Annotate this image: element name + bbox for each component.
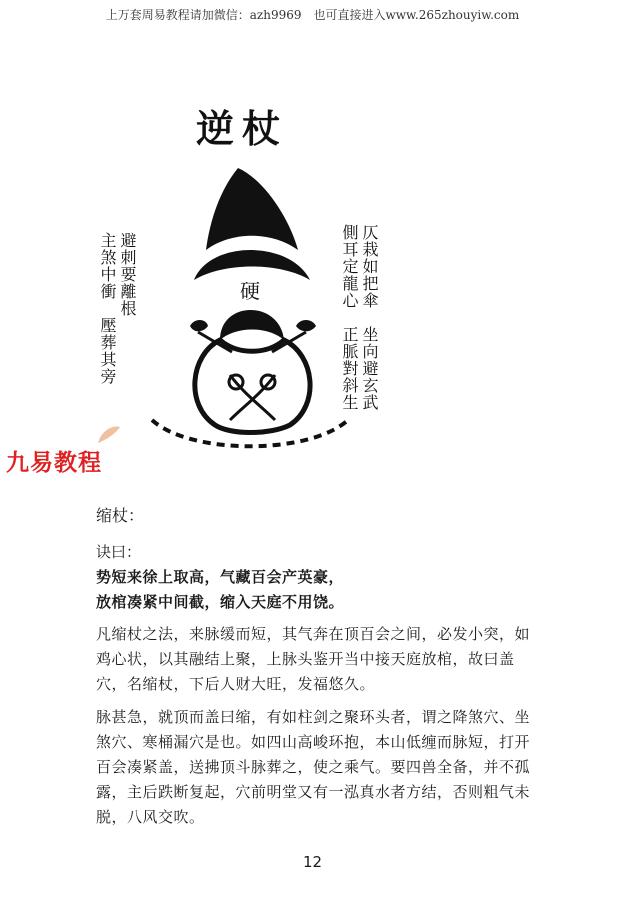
watermark-logo-mark (96, 423, 122, 445)
bottom-cap-shape (220, 310, 284, 340)
diagram-title: 逆杖 (196, 106, 289, 151)
knot-shape (230, 375, 275, 420)
verse-line-1: 势短来徐上取高，气藏百会产英豪， (96, 568, 345, 586)
left-annotation-col2: 主煞中衝 壓葬其旁 (98, 232, 117, 385)
verse-line-2: 放棺凑紧中间截，缩入天庭不用饶。 (96, 593, 345, 611)
section-title: 缩杖： (96, 506, 145, 525)
staff-diagram (150, 150, 350, 460)
right-annotation-col1: 仄栽如把傘 坐向避玄武 (360, 224, 379, 411)
verse-label: 诀曰： (96, 543, 142, 561)
left-annotation-col1: 避刺要離根 (118, 232, 137, 317)
page-number: 12 (302, 853, 323, 871)
diagram-label-top: 急 (233, 203, 253, 227)
middle-arch-shape (194, 250, 310, 280)
paragraph-1: 凡缩杖之法，来脉缓而短，其气奔在顶百会之间，必发小突，如鸡心状，以其融结上聚，上脉头鉴开当中接天庭放棺，故曰盖穴，名缩杖，下后人财大旺，发福悠久。 (96, 625, 531, 693)
right-hand-blob (296, 320, 316, 331)
bottom-body-shape (195, 340, 310, 433)
paragraph-2: 脉甚急，就顶而盖曰缩，有如柱剑之聚环头者，谓之降煞穴、坐煞穴、寒桶漏穴是也。如四山高峻环抱，本山低缠而脉短，打开百会凑紧盖，送拂顶斗脉葬之，使之乘气。要四兽全备，并不孤露，主后跌断复起，穴前明堂又有一泓真水者方结，否则粗气未脱，八风交吹。 (96, 708, 531, 826)
right-annotation-col2: 側耳定龍心 正脈對斜生 (340, 224, 359, 411)
left-hand-blob (190, 320, 208, 331)
staff-drawing (150, 150, 350, 460)
diagram-label-mid: 硬 (240, 279, 260, 303)
watermark-text: 九易教程 (6, 450, 102, 476)
header-banner: 上万套周易教程请加微信：azh9969 也可直接进入www.265zhouyiw.com (105, 8, 520, 22)
